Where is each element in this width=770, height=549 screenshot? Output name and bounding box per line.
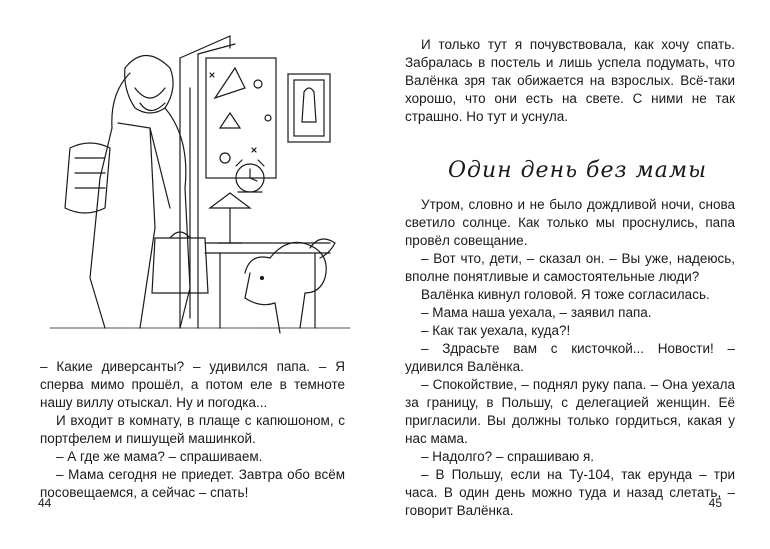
right-page-text	[405, 196, 735, 520]
paragraph: Утром, словно и не было дождливой ночи, снова светило солнце. Как только мы проснулись, папа провёл совещание.	[405, 197, 735, 248]
paragraph: Валёнка кивнул головой. Я тоже согласилась.	[421, 287, 710, 302]
illustration-father-and-dog	[30, 28, 360, 350]
paragraph: – Как так уехала, куда?!	[421, 323, 571, 338]
paragraph: – В Польшу, если на Ту-104, так ерунда – три часа. В один день можно туда и назад слетать, – говорит Валёнка.	[405, 467, 735, 518]
page-number: 45	[708, 496, 722, 510]
intro-paragraph-block	[405, 36, 735, 126]
father-figure	[65, 56, 190, 329]
alarm-clock	[236, 160, 264, 192]
paragraph: – Вот что, дети, – сказал он. – Вы уже, надеюсь, вполне понятливые и самостоятельные люди?	[405, 251, 735, 284]
paragraph: – Здрасьте вам с кисточкой... Новости! – удивился Валёнка.	[405, 341, 735, 374]
right-page	[385, 0, 770, 549]
table	[205, 243, 330, 328]
paragraph: – Мама наша уехала, – заявил папа.	[421, 305, 652, 320]
table-lamp	[210, 193, 250, 243]
paragraph: – Какие диверсанты? – удивился папа. – Я сперва мимо прошёл, а потом еле в темноте нашу виллу отыскал. Ну и погодка...	[40, 359, 345, 410]
chapter-title: Один день без мамы	[447, 158, 707, 183]
left-page-text	[40, 358, 345, 502]
paragraph: – Мама сегодня не приедет. Завтра обо всём посовещаемся, а сейчас – спать!	[40, 467, 345, 500]
paragraph: – А где же мама? – спрашиваем.	[56, 449, 263, 464]
page-number: 44	[38, 496, 52, 510]
paragraph: И входит в комнату, в плаще с капюшоном, с портфелем и пишущей машинкой.	[40, 413, 345, 446]
paragraph: – Спокойствие, – поднял руку папа. – Она уехала за границу, в Польшу, с делегацией женщин. Её пригласили. Вы должны только гордиться, какая у нас мама.	[405, 377, 735, 446]
wall-pictures	[206, 58, 330, 178]
paragraph: И только тут я почувствовала, как хочу спать. Забралась в постель и лишь успела подумать, что Валёнка зря так обижается на взрослых. Всё-таки хорошо, что они есть на свете. С ними не так страшно. Но тут и уснула.	[405, 37, 735, 124]
paragraph: – Надолго? – спрашиваю я.	[421, 449, 595, 464]
